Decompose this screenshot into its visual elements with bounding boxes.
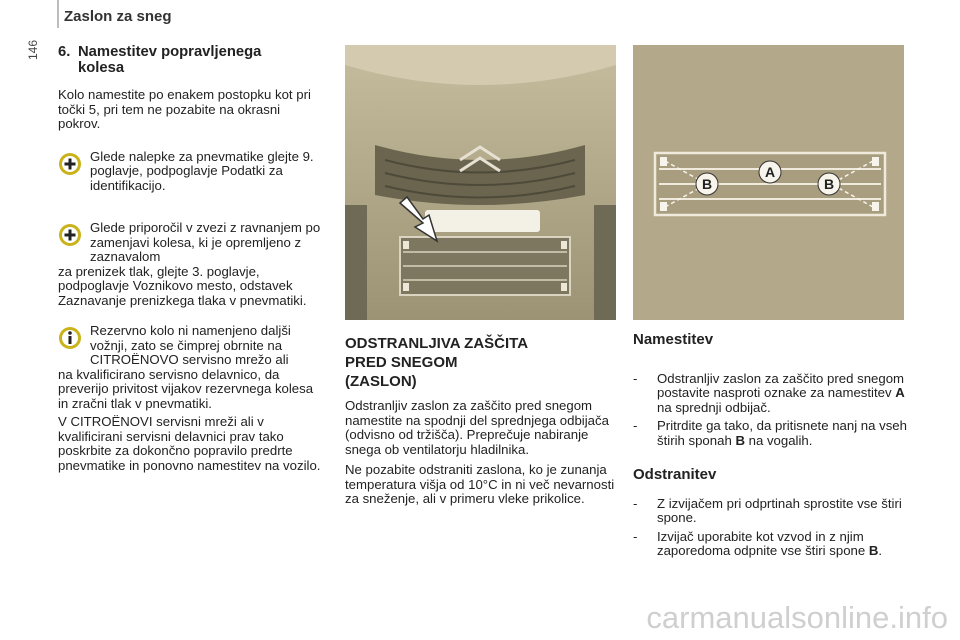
plus-circle-icon (58, 223, 82, 247)
bullet-dash: - (633, 370, 638, 386)
note-3-extra: V CITROËNOVI servisni mreži ali v kvalificirani servisni delavnici prav tako poskrbite za dokončno popravilo predrte pnevmatike in ponovno namestitev na vozilo. (58, 414, 321, 473)
snow-protection-section (345, 334, 620, 513)
note-pressure-sensor (58, 221, 326, 308)
install-remove-section (633, 333, 908, 563)
snow-title-line-1: ODSTRANLJIVA ZAŠČITA (345, 335, 529, 352)
install-title: Namestitev (633, 331, 714, 348)
section-6-intro: Kolo namestite po enakem postopku kot pri točki 5, pri tem ne pozabite na okrasni pokrov. (58, 87, 311, 131)
snow-screen-illustration (633, 45, 904, 320)
note-spare-wheel (58, 324, 326, 411)
note-3-text: Rezervno kolo ni namenjeno daljši vožnji, zato se čimprej obrnite na CITROËNOVO servisno mrežo ali (90, 323, 291, 367)
section-6-title (58, 44, 326, 76)
label-b-right: B (823, 176, 835, 192)
remove-step-2: - Izvijač uporabite kot vzvod in z njim zaporedoma odpnite vse štiri spone B. (633, 528, 883, 558)
label-b-left: B (701, 176, 713, 192)
info-circle-icon (58, 326, 82, 350)
title-line-2: kolesa (78, 60, 125, 76)
title-line-1: Namestitev popravljenega (78, 44, 262, 60)
note-1-text: Glede nalepke za pnevmatike glejte 9. poglavje, podpoglavje Podatki za identifikacijo. (90, 148, 314, 193)
remove-step-1: - Z izvijačem pri odprtinah sprostite vse štiri spone. (633, 495, 902, 525)
remove-title: Odstranitev (633, 466, 717, 483)
bullet-dash: - (633, 495, 638, 511)
page-header: Zaslon za sneg (64, 8, 172, 25)
note-3-rest: na kvalificirano servisno delavnico, da preverijo privitost vijakov rezervnega kolesa in zračni tlak v pnevmatiki. (58, 366, 314, 411)
vehicle-front-illustration (345, 45, 616, 320)
note-2-text: Glede priporočil v zvezi z ravnanjem po zamenjavi kolesa, ki je opremljeno z zaznavalom (90, 220, 321, 264)
header-bar (57, 0, 59, 28)
install-step-1: - Odstranljiv zaslon za zaščito pred snegom postavite nasproti oznake za namestitev A na sprednji odbijač. (633, 370, 905, 415)
bullet-dash: - (633, 418, 638, 433)
bullet-dash: - (633, 528, 638, 544)
snow-title-line-2: PRED SNEGOM (345, 354, 458, 371)
label-a: A (764, 164, 776, 180)
install-list (633, 372, 908, 449)
snow-paragraph-2: Ne pozabite odstraniti zaslona, ko je zunanja temperatura višja od 10°C in ni več nevarnosti za sneženje, ali v primeru vleke prikolice. (345, 462, 615, 506)
note-tyre-label (58, 150, 326, 194)
note-2-rest: za prenizek tlak, glejte 3. poglavje, podpoglavje Voznikovo mesto, odstavek Zaznavanje prenizkega tlaka v pnevmatiki. (58, 263, 307, 308)
page-number: 146 (26, 39, 40, 60)
watermark: carmanualsonline.info (646, 600, 948, 635)
snow-paragraph-1: Odstranljiv zaslon za zaščito pred snegom namestite na spodnji del sprednjega odbijača (odvisno od tržišča). Preprečuje nabiranje snega ob ventilatorju hladilnika. (345, 398, 609, 457)
plus-circle-icon (58, 152, 82, 176)
snow-section-title (345, 334, 620, 391)
remove-list (633, 497, 908, 559)
section-number: 6. (58, 44, 71, 60)
install-step-2: - Pritrdite ga tako, da pritisnete nanj na vseh štirih sponah B na vogalih. (633, 418, 907, 448)
snow-title-line-3: (ZASLON) (345, 373, 417, 390)
snow-screen-diagram (633, 45, 904, 320)
vehicle-front-photo (345, 45, 616, 320)
section-6 (58, 44, 326, 479)
